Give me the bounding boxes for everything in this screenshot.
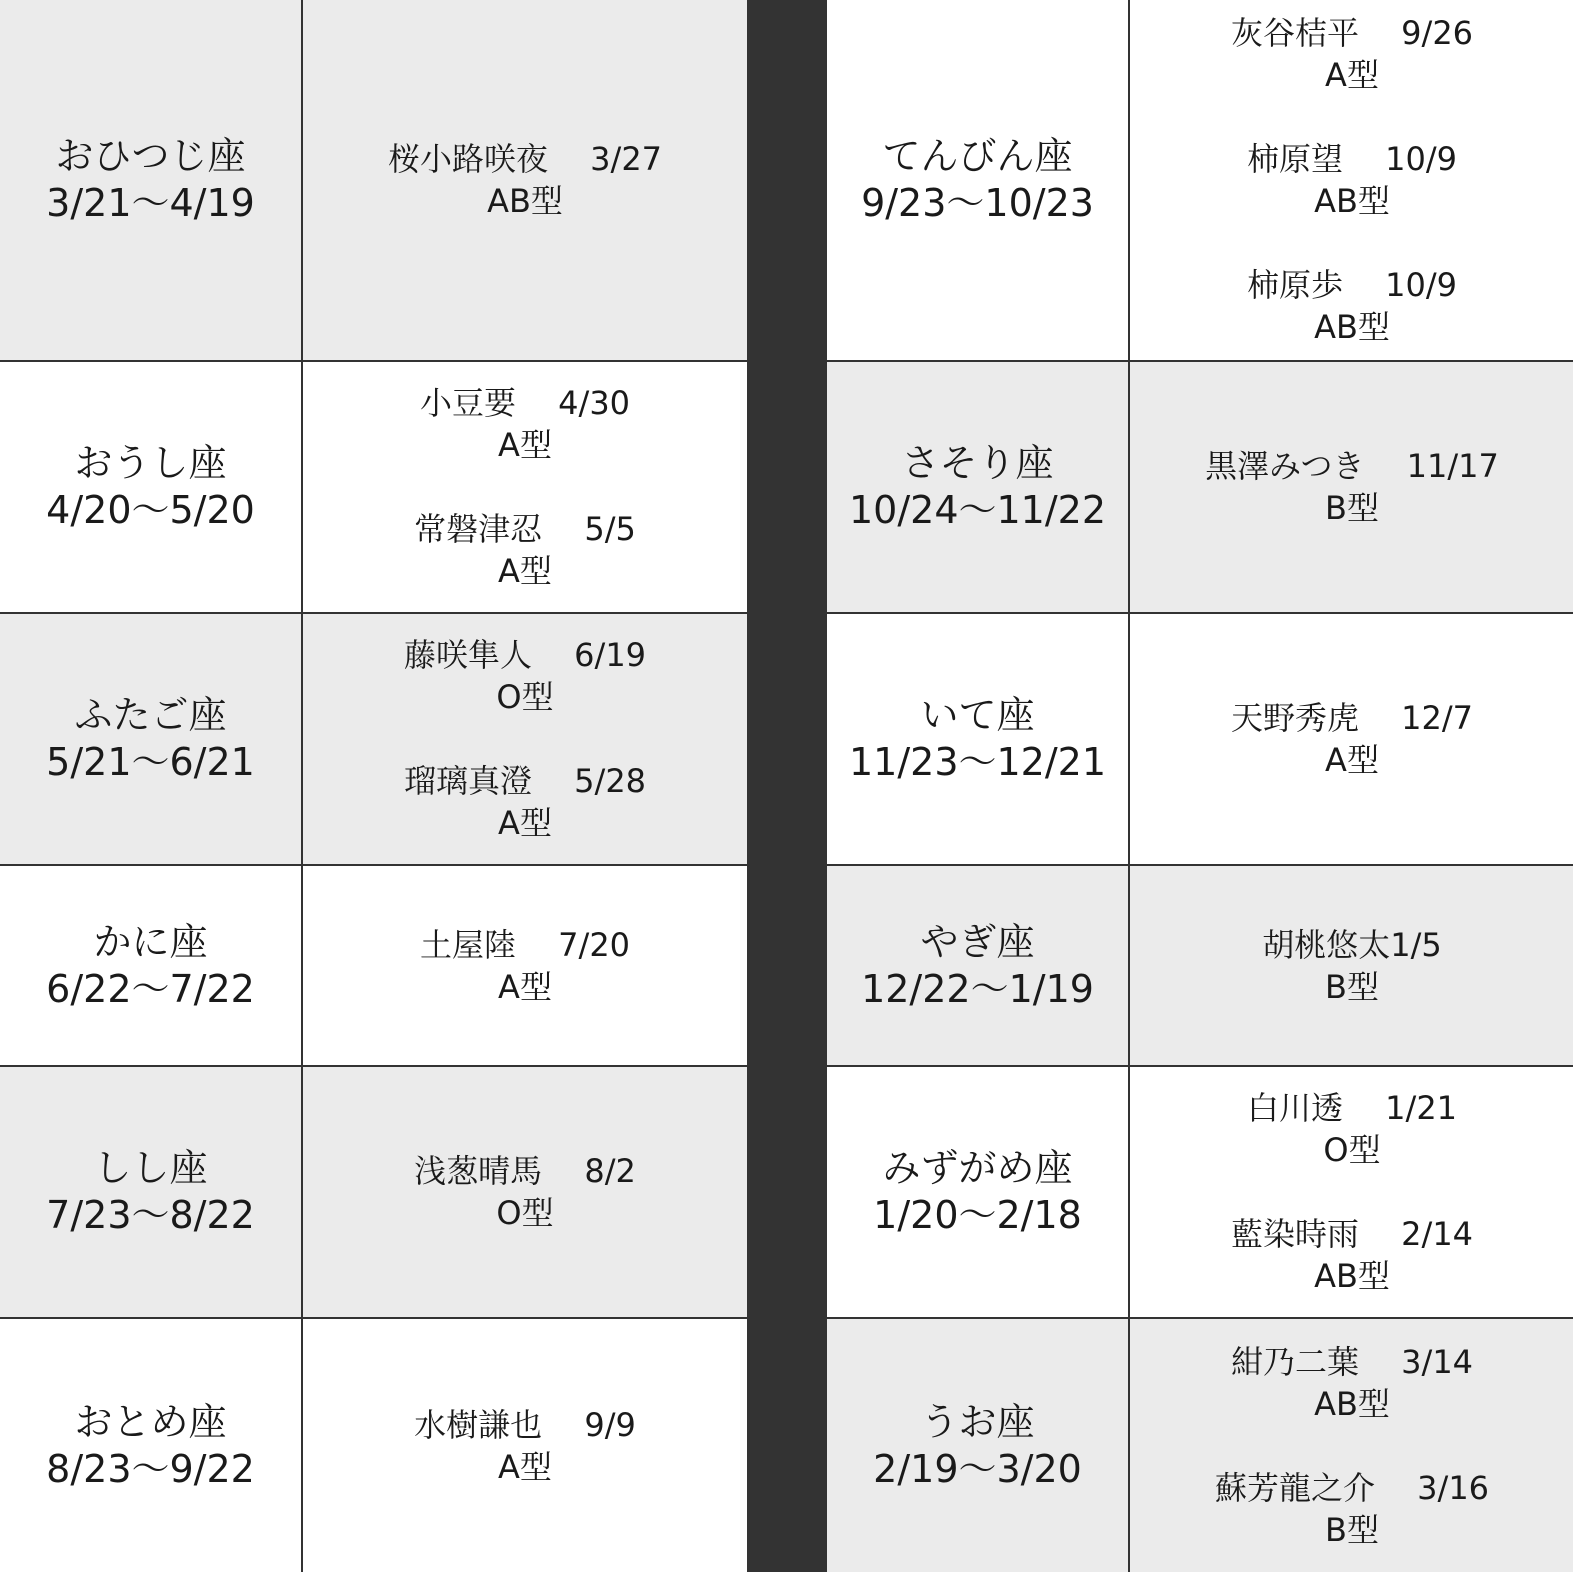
member-name: 浅葱晴馬 <box>414 1152 543 1190</box>
zodiac-row-sagittarius <box>827 614 1573 866</box>
sign-date-range: 5/21～6/21 <box>46 740 255 784</box>
sign-name: てんびん座 <box>882 134 1073 178</box>
member-birthday: 10/9 <box>1385 266 1458 304</box>
member-blood-type: B型 <box>1325 967 1379 1006</box>
sign-date-range: 6/22～7/22 <box>46 966 255 1011</box>
sign-date-range: 8/23～9/22 <box>46 1446 255 1491</box>
member-birthday: 3/16 <box>1417 1468 1490 1507</box>
member-cell <box>303 1067 747 1317</box>
sign-name: さそり座 <box>901 441 1054 485</box>
right-zodiac-table <box>827 0 1573 1572</box>
sign-cell <box>827 1319 1130 1572</box>
member-birthday: 8/2 <box>584 1152 636 1190</box>
member-blood-type: O型 <box>496 678 554 716</box>
sign-date-range: 10/24～11/22 <box>848 488 1107 532</box>
member-blood-type: A型 <box>498 804 552 842</box>
member-birthday: 5/5 <box>584 510 636 548</box>
sign-date-range: 7/23～8/22 <box>46 1193 255 1237</box>
sign-cell <box>0 0 303 360</box>
zodiac-row-leo <box>0 1067 747 1319</box>
member-name-birthday <box>404 760 646 802</box>
member-name-birthday <box>420 924 630 966</box>
member-birthday: 3/27 <box>590 140 663 178</box>
member-birthday: 2/14 <box>1401 1215 1474 1253</box>
member-entry <box>420 382 630 466</box>
member-cell <box>1130 1067 1573 1317</box>
member-entry <box>1247 264 1457 348</box>
member-entry <box>404 760 646 844</box>
member-birthday: 3/14 <box>1401 1342 1474 1381</box>
sign-name: おうし座 <box>74 441 227 485</box>
sign-date-range: 2/19～3/20 <box>873 1446 1082 1491</box>
member-name-birthday <box>420 382 630 424</box>
member-blood-type: A型 <box>498 967 552 1006</box>
member-name-birthday <box>1205 445 1499 487</box>
member-name: 蘇芳龍之介 <box>1214 1468 1375 1507</box>
member-name: 桜小路咲夜 <box>387 140 548 178</box>
zodiac-row-taurus <box>0 362 747 614</box>
member-entry <box>1262 924 1442 1008</box>
member-name-birthday <box>1231 1341 1473 1383</box>
member-name: 天野秀虎 <box>1230 699 1359 737</box>
member-entry <box>1215 1467 1489 1551</box>
zodiac-row-scorpio <box>827 362 1573 614</box>
sign-cell <box>827 362 1130 612</box>
sign-date-range: 12/22～1/19 <box>861 966 1094 1011</box>
sign-date-range: 3/21～4/19 <box>46 181 255 225</box>
member-name-birthday <box>414 508 636 550</box>
member-name: 常磐津忍 <box>414 510 543 548</box>
member-entry <box>1231 12 1473 96</box>
member-cell <box>303 614 747 864</box>
member-blood-type: AB型 <box>1314 182 1390 220</box>
member-blood-type: A型 <box>1325 741 1379 779</box>
member-entry <box>388 138 662 222</box>
sign-cell <box>0 614 303 864</box>
member-blood-type: AB型 <box>1314 1384 1390 1423</box>
member-blood-type: A型 <box>498 426 552 464</box>
zodiac-row-cancer <box>0 866 747 1067</box>
zodiac-row-aquarius <box>827 1067 1573 1319</box>
member-cell <box>1130 614 1573 864</box>
member-name: 紺乃二葉 <box>1230 1342 1359 1381</box>
member-entry <box>1231 1341 1473 1425</box>
member-blood-type: O型 <box>1323 1131 1381 1169</box>
sign-name: ふたご座 <box>74 693 227 737</box>
member-name-birthday <box>1262 924 1442 966</box>
member-blood-type: B型 <box>1325 1510 1379 1549</box>
sign-cell <box>827 1067 1130 1317</box>
member-entry <box>404 634 646 718</box>
sign-name: おとめ座 <box>74 1399 227 1444</box>
member-entry <box>414 1404 636 1488</box>
member-birthday: 9/26 <box>1401 14 1474 52</box>
sign-name: かに座 <box>93 919 208 964</box>
member-blood-type: AB型 <box>487 182 563 220</box>
member-birthday: 4/30 <box>558 384 631 422</box>
zodiac-row-libra <box>827 0 1573 362</box>
sign-date-range: 4/20～5/20 <box>46 488 255 532</box>
sign-cell <box>827 0 1130 360</box>
sign-cell <box>0 1319 303 1572</box>
member-birthday: 7/20 <box>558 925 631 964</box>
member-name: 水樹謙也 <box>414 1405 543 1444</box>
member-entry <box>1247 138 1457 222</box>
member-cell <box>303 1319 747 1572</box>
sign-name: しし座 <box>93 1146 208 1190</box>
member-birthday: 6/19 <box>574 636 647 674</box>
member-birthday: 10/9 <box>1385 140 1458 178</box>
member-cell <box>1130 362 1573 612</box>
zodiac-row-aries <box>0 0 747 362</box>
sign-cell <box>827 866 1130 1065</box>
member-entry <box>414 1150 636 1234</box>
member-cell <box>303 0 747 360</box>
member-name-birthday <box>1247 1087 1457 1129</box>
member-cell <box>1130 866 1573 1065</box>
member-birthday: 5/28 <box>574 762 647 800</box>
member-cell <box>303 362 747 612</box>
member-cell <box>1130 0 1573 360</box>
zodiac-row-gemini <box>0 614 747 866</box>
member-name-birthday <box>404 634 646 676</box>
member-name-birthday <box>1231 697 1473 739</box>
member-name-birthday <box>1231 1213 1473 1255</box>
sign-name: みずがめ座 <box>882 1146 1073 1190</box>
sign-name: おひつじ座 <box>55 134 246 178</box>
member-name-birthday <box>1247 138 1457 180</box>
member-blood-type: B型 <box>1325 489 1379 527</box>
member-name-birthday <box>414 1404 636 1446</box>
member-name: 瑠璃真澄 <box>403 762 532 800</box>
sign-cell <box>0 866 303 1065</box>
zodiac-row-pisces <box>827 1319 1573 1572</box>
member-entry <box>1231 697 1473 781</box>
member-entry <box>420 924 630 1008</box>
member-birthday: 1/21 <box>1385 1089 1458 1127</box>
zodiac-row-virgo <box>0 1319 747 1572</box>
member-name-birthday <box>414 1150 636 1192</box>
member-name: 胡桃悠太 <box>1262 925 1391 964</box>
member-name: 柿原歩 <box>1246 266 1343 304</box>
member-name: 黒澤みつき <box>1205 447 1365 485</box>
sign-name: いて座 <box>920 693 1035 737</box>
sign-cell <box>0 1067 303 1317</box>
member-blood-type: AB型 <box>1314 1257 1390 1295</box>
member-name-birthday <box>1215 1467 1489 1509</box>
member-name-birthday <box>1247 264 1457 306</box>
member-name: 藤咲隼人 <box>403 636 532 674</box>
member-name: 藍染時雨 <box>1230 1215 1359 1253</box>
member-birthday: 12/7 <box>1401 699 1474 737</box>
member-blood-type: AB型 <box>1314 308 1390 346</box>
member-entry <box>1205 445 1499 529</box>
member-name-birthday <box>388 138 662 180</box>
member-blood-type: O型 <box>496 1194 554 1232</box>
member-entry <box>1247 1087 1457 1171</box>
left-zodiac-table <box>0 0 747 1572</box>
sign-date-range: 9/23～10/23 <box>861 181 1094 225</box>
member-blood-type: A型 <box>498 552 552 590</box>
member-blood-type: A型 <box>1325 56 1379 94</box>
member-entry <box>1231 1213 1473 1297</box>
member-cell <box>303 866 747 1065</box>
member-name: 土屋陸 <box>419 925 516 964</box>
member-name: 小豆要 <box>419 384 516 422</box>
member-cell <box>1130 1319 1573 1572</box>
member-blood-type: A型 <box>498 1447 552 1486</box>
sign-cell <box>0 362 303 612</box>
sign-name: うお座 <box>920 1399 1035 1444</box>
member-name: 白川透 <box>1246 1089 1343 1127</box>
member-entry <box>414 508 636 592</box>
member-name-birthday <box>1231 12 1473 54</box>
member-birthday: 11/17 <box>1406 447 1499 485</box>
sign-date-range: 11/23～12/21 <box>848 740 1107 784</box>
member-birthday: 9/9 <box>584 1405 636 1444</box>
member-name: 柿原望 <box>1246 140 1343 178</box>
zodiac-row-capricorn <box>827 866 1573 1067</box>
member-name: 灰谷桔平 <box>1230 14 1359 52</box>
sign-date-range: 1/20～2/18 <box>873 1193 1082 1237</box>
sign-cell <box>827 614 1130 864</box>
member-birthday: 1/5 <box>1390 925 1442 964</box>
sign-name: やぎ座 <box>920 919 1035 964</box>
